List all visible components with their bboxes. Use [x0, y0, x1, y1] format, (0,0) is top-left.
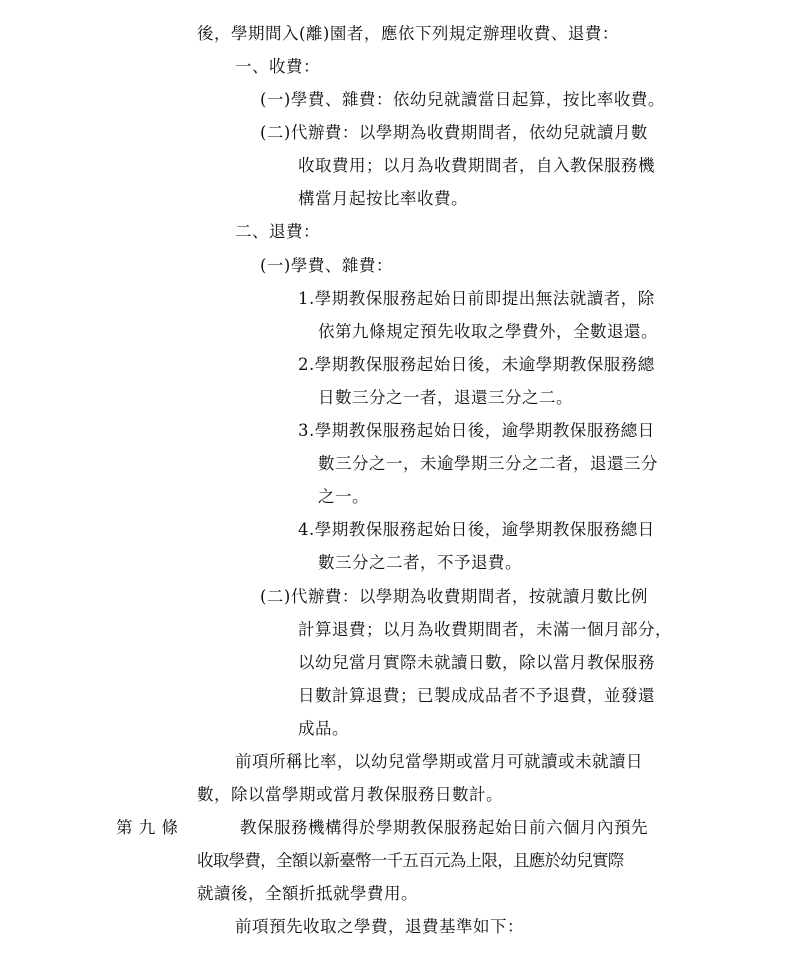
text-line: 計算退費；以月為收費期間者，未滿一個月部分， — [298, 620, 672, 639]
text-line: 3.學期教保服務起始日後，逾學期教保服務總日 — [298, 421, 655, 440]
text-line: 構當月起按比率收費。 — [298, 189, 468, 208]
text-line: 日數計算退費；已製成成品者不予退費，並發還 — [298, 686, 655, 705]
text-line: 就讀後，全額折抵就學費用。 — [197, 884, 418, 903]
text-line: (一)學費、雜費： — [260, 256, 393, 275]
text-line: (二)代辦費：以學期為收費期間者，按就讀月數比例 — [260, 587, 648, 606]
text-line: 以幼兒當月實際未就讀日數，除以當月教保服務 — [298, 653, 655, 672]
text-line: 後，學期間入(離)園者，應依下列規定辦理收費、退費： — [197, 24, 619, 43]
text-line: 日數三分之一者，退還三分之二。 — [318, 388, 573, 407]
text-line: 1.學期教保服務起始日前即提出無法就讀者，除 — [298, 289, 655, 308]
text-line: 依第九條規定預先收取之學費外，全數退還。 — [318, 322, 658, 341]
text-line: 前項預先收取之學費，退費基準如下： — [235, 917, 524, 936]
text-line: 前項所稱比率，以幼兒當學期或當月可就讀或未就讀日 — [235, 752, 643, 771]
text-line: 一、收費： — [235, 57, 320, 76]
text-line: 2.學期教保服務起始日後，未逾學期教保服務總 — [298, 355, 655, 374]
text-line: 教保服務機構得於學期教保服務起始日前六個月內預先 — [240, 818, 648, 837]
text-line: (一)學費、雜費：依幼兒就讀當日起算，按比率收費。 — [260, 90, 665, 109]
text-line: 成品。 — [298, 719, 349, 738]
text-line: 之一。 — [318, 487, 369, 506]
text-line: 4.學期教保服務起始日後，逾學期教保服務總日 — [298, 520, 655, 539]
text-line: (二)代辦費：以學期為收費期間者，依幼兒就讀月數 — [260, 123, 648, 142]
text-line: 收取學費，全額以新臺幣一千五百元為上限，且應於幼兒實際 — [197, 851, 624, 870]
article-label: 第 九 條 — [116, 818, 179, 837]
text-line: 數三分之二者，不予退費。 — [318, 553, 522, 572]
text-line: 數三分之一，未逾學期三分之二者，退還三分 — [318, 454, 658, 473]
text-line: 數，除以當學期或當月教保服務日數計。 — [197, 785, 503, 804]
text-line: 二、退費： — [235, 222, 320, 241]
text-line: 收取費用；以月為收費期間者，自入教保服務機 — [298, 156, 655, 175]
